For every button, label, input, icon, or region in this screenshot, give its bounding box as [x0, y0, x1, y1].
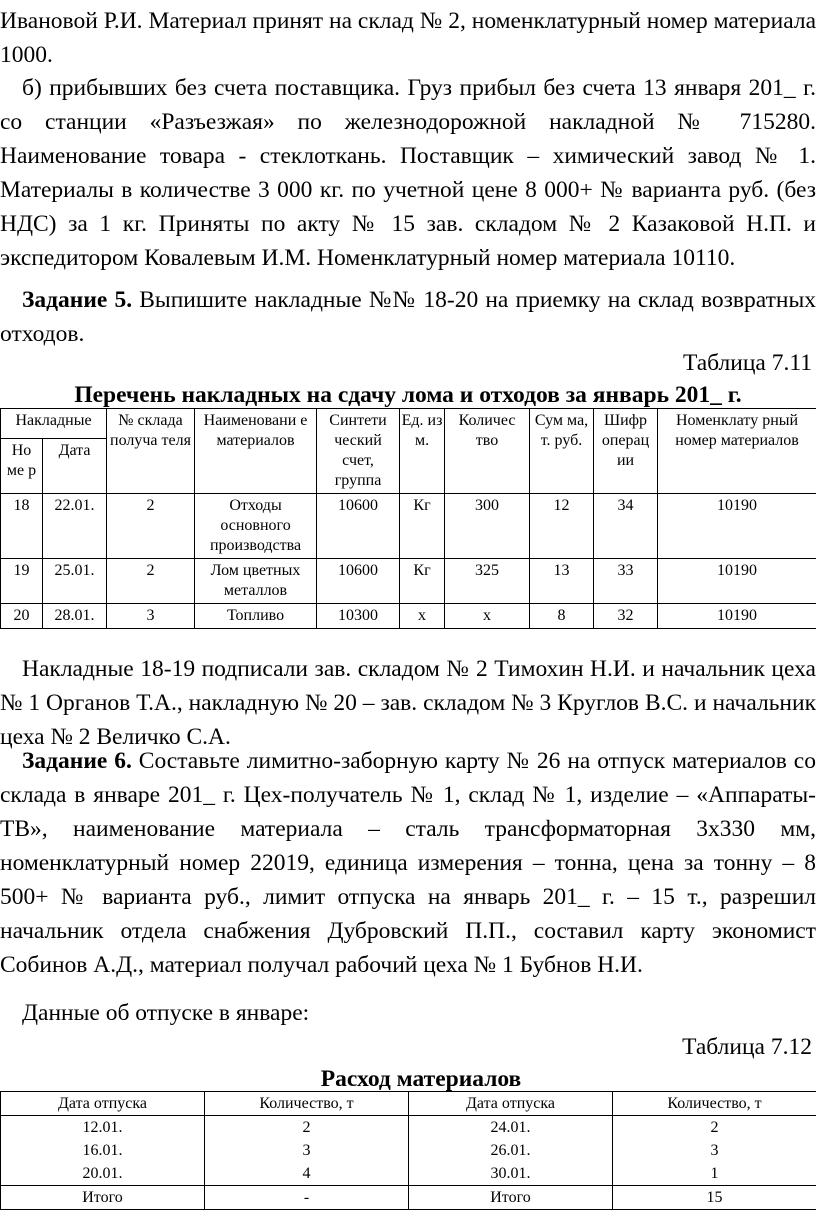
cell-warehouse: 3 — [107, 604, 195, 629]
cell-qty: 2 — [302, 1119, 311, 1136]
header-name: Наименовани е материалов — [195, 409, 317, 494]
cell-group — [409, 1116, 613, 1186]
task6-label: Задание 6. — [22, 748, 132, 774]
table-row — [1, 559, 816, 604]
header-warehouse: № склада получа теля — [107, 409, 195, 494]
cell-warehouse: 2 — [107, 494, 195, 559]
paragraph-task5 — [0, 283, 816, 351]
total-label: Итого — [1, 1186, 205, 1210]
cell-num: 18 — [1, 494, 43, 559]
table-712-header-row — [1, 1092, 816, 1116]
cell-sum: 12 — [530, 494, 594, 559]
cell-nomen: 10190 — [658, 559, 816, 604]
table-row — [1, 604, 816, 629]
cell-nomen: 10190 — [658, 494, 816, 559]
cell-account: 10600 — [317, 559, 400, 604]
cell-name: Отходы основного производства — [195, 494, 317, 559]
total-value: - — [205, 1186, 409, 1210]
cell-code: 32 — [594, 604, 658, 629]
header-issue-date: Дата отпуска — [409, 1092, 613, 1116]
cell-date: 20.01. — [82, 1165, 123, 1182]
cell-date: 24.01. — [490, 1119, 531, 1136]
cell-name: Топливо — [195, 604, 317, 629]
cell-qty: 300 — [445, 494, 530, 559]
table-711-header-row — [1, 409, 816, 439]
cell-account: 10300 — [317, 604, 400, 629]
cell-qty: 4 — [302, 1165, 311, 1182]
cell-unit: х — [400, 604, 445, 629]
cell-account: 10600 — [317, 494, 400, 559]
cell-qty: 2 — [710, 1119, 719, 1136]
cell-code: 34 — [594, 494, 658, 559]
table-row — [1, 1116, 816, 1186]
table-711-caption: Таблица 7.11 — [682, 350, 812, 376]
cell-group — [205, 1116, 409, 1186]
table-row — [1, 494, 816, 559]
cell-nomen: 10190 — [658, 604, 816, 629]
cell-group — [613, 1116, 816, 1186]
table-total-row — [1, 1186, 816, 1210]
cell-date: 12.01. — [82, 1119, 123, 1136]
table-712-title: Расход материалов — [320, 1066, 522, 1092]
cell-date: 30.01. — [490, 1165, 531, 1182]
cell-date: 25.01. — [43, 559, 107, 604]
cell-date: 16.01. — [82, 1142, 123, 1159]
paragraph-no-invoice: б) прибывших без счета поставщика. Груз прибыл без счета 13 января 201_ г. со станции «Разъезжая» по железнодорожной накладной № 715280. Наименование товара - стеклоткань. Поставщик – химический завод № 1. Материалы в количестве 3 000 кг. по учетной цене 8 000+ № варианта руб. (без НДС) за 1 кг. Приняты по акту № 15 зав. складом № 2 Казаковой Н.П. и экспедитором Ковалевым И.М. Номенклатурный номер материала 10110. — [0, 75, 816, 271]
header-quantity: Количество, т — [613, 1092, 816, 1116]
table-712-caption: Таблица 7.12 — [682, 1034, 812, 1060]
header-qty: Количес тво — [445, 409, 530, 494]
cell-unit: Кг — [400, 559, 445, 604]
cell-warehouse: 2 — [107, 559, 195, 604]
cell-qty: х — [445, 604, 530, 629]
cell-sum: 13 — [530, 559, 594, 604]
cell-num: 20 — [1, 604, 43, 629]
cell-qty: 1 — [710, 1165, 719, 1182]
header-unit: Ед. из м. — [400, 409, 445, 494]
header-sum: Сум ма, т. руб. — [530, 409, 594, 494]
cell-code: 33 — [594, 559, 658, 604]
header-date: Дата — [43, 439, 107, 494]
paragraph-intro: Ивановой Р.И. Материал принят на склад № 2, номенклатурный номер материала 1000. — [0, 8, 816, 68]
cell-num: 19 — [1, 559, 43, 604]
total-label: Итого — [409, 1186, 613, 1210]
cell-group — [1, 1116, 205, 1186]
cell-name: Лом цветных металлов — [195, 559, 317, 604]
header-code: Шифр операц ии — [594, 409, 658, 494]
paragraph-issue-data: Данные об отпуске в январе: — [22, 1000, 310, 1026]
header-quantity: Количество, т — [205, 1092, 409, 1116]
cell-qty: 325 — [445, 559, 530, 604]
paragraph-task6 — [0, 744, 816, 982]
header-invoices: Накладные — [1, 409, 107, 439]
table-711-title: Перечень накладных на сдачу лома и отходов за январь 201_ г. — [74, 382, 742, 408]
cell-date: 28.01. — [43, 604, 107, 629]
cell-qty: 3 — [302, 1142, 311, 1159]
task5-label: Задание 5. — [22, 287, 133, 313]
cell-date: 26.01. — [490, 1142, 531, 1159]
task5-text: Выпишите накладные №№ 18-20 на приемку на склад возвратных отходов. — [0, 287, 816, 347]
header-issue-date: Дата отпуска — [1, 1092, 205, 1116]
table-711 — [0, 408, 816, 629]
header-nomen: Номенклату рный номер материалов — [658, 409, 816, 494]
paragraph-signatures: Накладные 18-19 подписали зав. складом № 2 Тимохин Н.И. и начальник цеха № 1 Органов Т.А., накладную № 20 – зав. складом № 3 Круглов В.С. и начальник цеха № 2 Величко С.А. — [0, 656, 816, 750]
table-712 — [0, 1091, 816, 1210]
cell-sum: 8 — [530, 604, 594, 629]
task6-text: Составьте лимитно-заборную карту № 26 на отпуск материалов со склада в январе 201_ г. Цех-получатель № 1, склад № 1, изделие – «Аппараты-ТВ», наименование материала – сталь трансформаторная 3х330 мм, номенклатурный номер 22019, единица измерения – тонна, цена за тонну – 8 500+ № варианта руб., лимит отпуска на январь 201_ г. – 15 т., разрешил начальник отдела снабжения Дубровский П.П., составил карту экономист Собинов А.Д., материал получал рабочий цеха № 1 Бубнов Н.И. — [0, 748, 816, 978]
cell-unit: Кг — [400, 494, 445, 559]
total-value: 15 — [613, 1186, 816, 1210]
cell-qty: 3 — [710, 1142, 719, 1159]
header-num: Но ме р — [1, 439, 43, 494]
header-account: Синтети ческий счет, группа — [317, 409, 400, 494]
cell-date: 22.01. — [43, 494, 107, 559]
